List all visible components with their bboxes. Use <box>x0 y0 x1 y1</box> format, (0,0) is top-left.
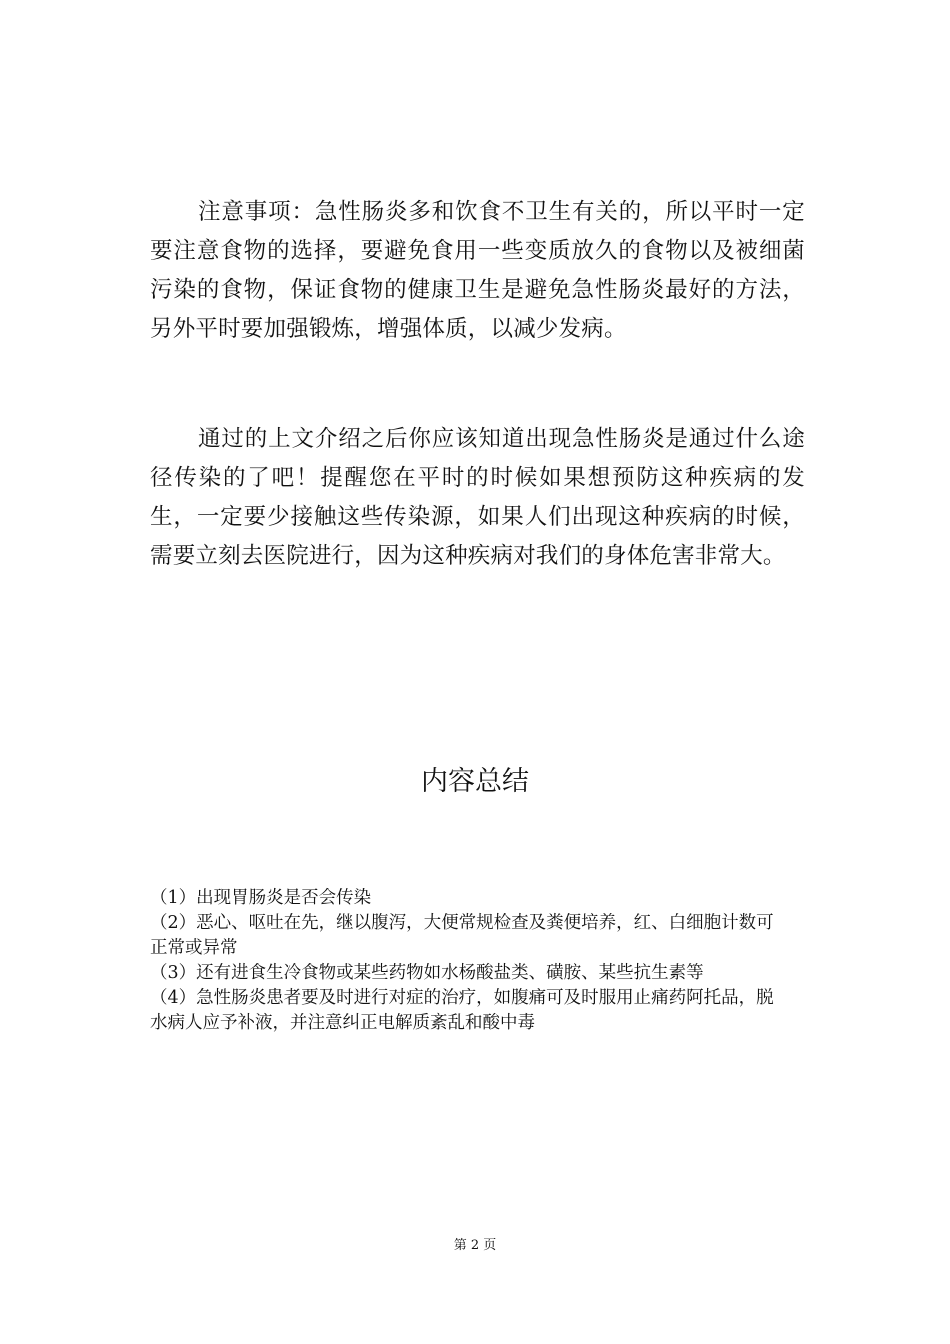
summary-item: （2）恶心、呕吐在先，继以腹泻，大便常规检查及粪便培养，红、白细胞计数可正常或异常 <box>150 913 774 958</box>
precautions-paragraph: 注意事项：急性肠炎多和饮食不卫生有关的，所以平时一定要注意食物的选择，要避免食用一些变质放久的食物以及被细菌污染的食物，保证食物的健康卫生是避免急性肠炎最好的方法，另外平时要加强锻炼，增强体质，以减少发病。 <box>150 199 805 342</box>
summary-item: （3）还有进食生冷食物或某些药物如水杨酸盐类、磺胺、某些抗生素等 <box>150 963 704 983</box>
summary-item: （1）出现胃肠炎是否会传染 <box>150 888 372 908</box>
reminder-paragraph: 通过的上文介绍之后你应该知道出现急性肠炎是通过什么途径传染的了吧！提醒您在平时的时候如果想预防这种疾病的发生，一定要少接触这些传染源，如果人们出现这种疾病的时候，需要立刻去医院进行，因为这种疾病对我们的身体危害非常大。 <box>150 426 805 569</box>
summary-item: （4）急性肠炎患者要及时进行对症的治疗，如腹痛可及时服用止痛药阿托品，脱水病人应予补液，并注意纠正电解质紊乱和酸中毒 <box>150 988 774 1033</box>
summary-list <box>150 886 790 1036</box>
summary-title: 内容总结 <box>421 766 529 797</box>
page-number: 第 2 页 <box>453 1238 497 1253</box>
